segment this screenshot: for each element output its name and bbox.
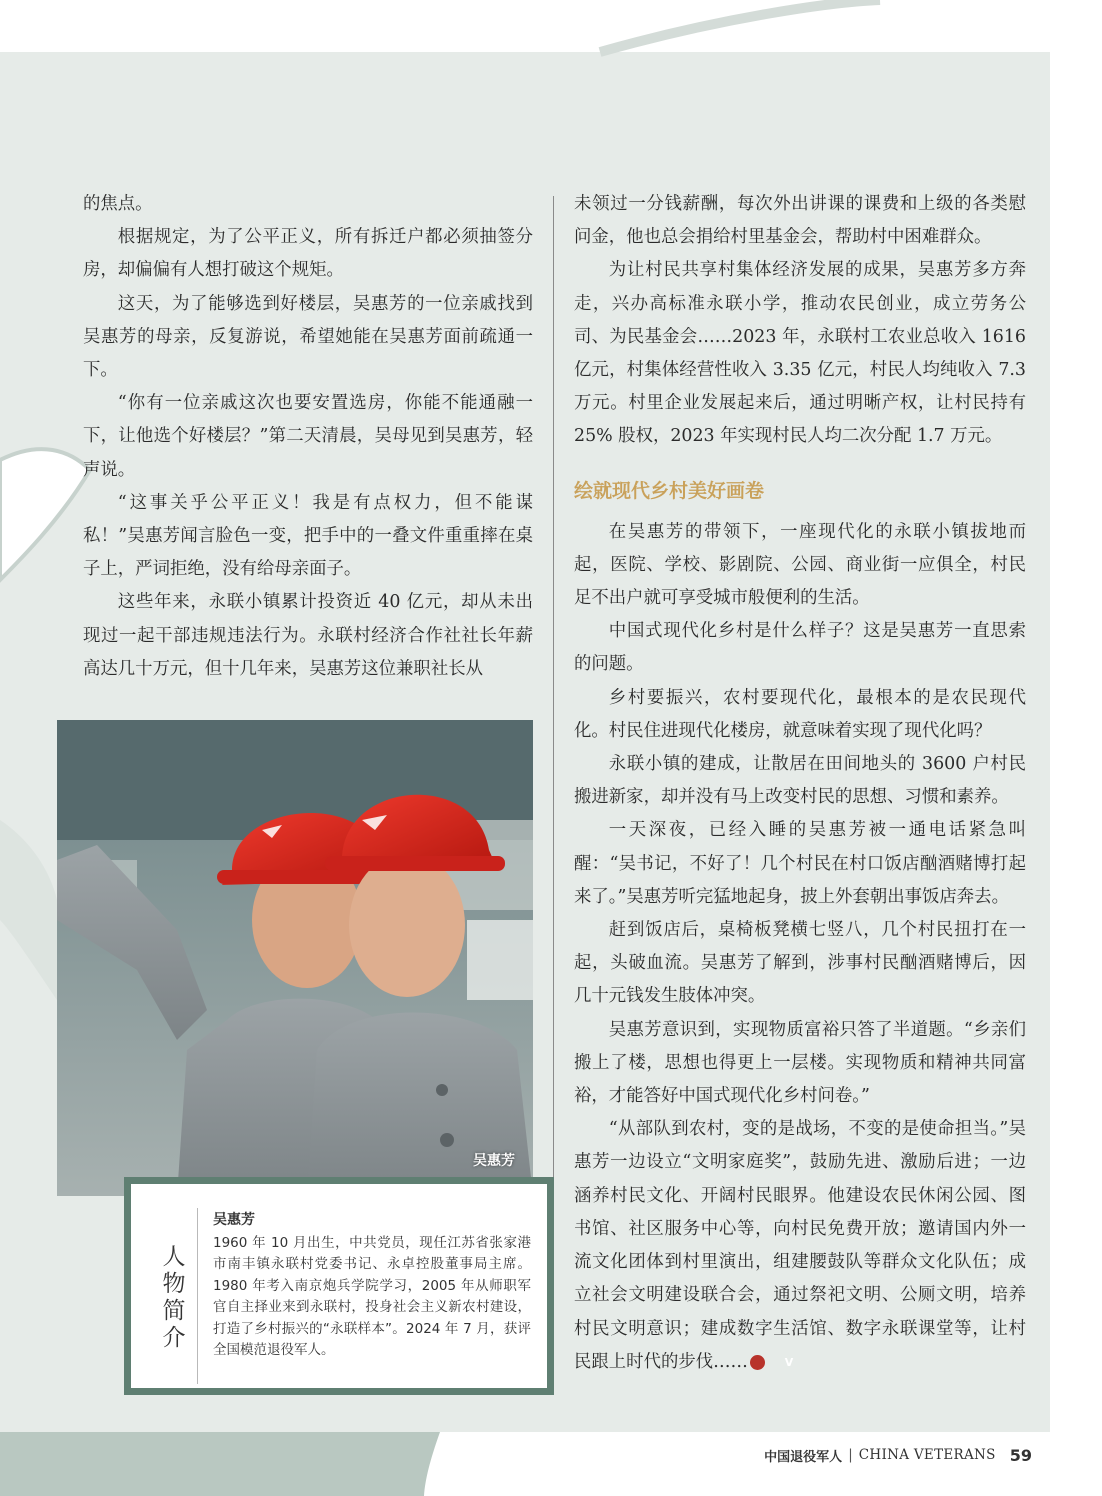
label-char: 物 (162, 1271, 186, 1297)
left-text-column (83, 188, 533, 686)
magazine-name-cn: 中国退役军人 (764, 1449, 843, 1465)
label-char: 人 (162, 1244, 186, 1270)
paragraph: 永联小镇的建成，让散居在田间地头的 3600 户村民搬进新家，却并没有马上改变村民的思想、习惯和素养。 (574, 754, 1026, 808)
photo-credit: 吴惠芳 (473, 1153, 515, 1169)
paragraph: 未领过一分钱薪酬，每次外出讲课的课费和上级的各类慰问金，他也总会捐给村里基金会，帮助村中困难群众。 (574, 194, 1026, 248)
profile-divider (197, 1208, 198, 1384)
end-of-article-icon: V (750, 1355, 765, 1370)
magazine-name-en: CHINA VETERANS (858, 1447, 996, 1463)
profile-vertical-label (161, 1244, 187, 1352)
paragraph: “这事关乎公平正义！我是有点权力，但不能谋私！”吴惠芳闻言脸色一变，把手中的一叠文件重重摔在桌子上，严词拒绝，没有给母亲面子。 (83, 492, 533, 580)
profile-description: 1960 年 10 月出生，中共党员，现任江苏省张家港市南丰镇永联村党委书记、永卓控股董事局主席。1980 年考入南京炮兵学院学习，2005 年从师职军官自主择业来到永联村，投身社会主义新农村建设，打造了乡村振兴的“永联样本”。2024 年 7 月，获评全国模范退役军人。 (213, 1234, 531, 1358)
label-char: 介 (162, 1325, 186, 1351)
paragraph: 为让村民共享村集体经济发展的成果，吴惠芳多方奔走，兴办高标准永联小学，推动农民创业，成立劳务公司、为民基金会……2023 年，永联村工农业总收入 1616 亿元，村集体经营性收入 3.35 亿元，村民人均纯收入 7.3 万元。村里企业发展起来后，通过明晰产权，让村民持有 25% 股权，2023 年实现村民人均二次分配 1.7 万元。 (574, 260, 1026, 447)
paragraph: 中国式现代化乡村是什么样子？这是吴惠芳一直思索的问题。 (574, 621, 1026, 675)
paragraph: 赶到饭店后，桌椅板凳横七竖八，几个村民扭打在一起，头破血流。吴惠芳了解到，涉事村民酗酒赌博后，因几十元钱发生肢体冲突。 (574, 920, 1026, 1007)
paragraph: 在吴惠芳的带领下，一座现代化的永联小镇拔地而起，医院、学校、影剧院、公园、商业街一应俱全，村民足不出户就可享受城市般便利的生活。 (574, 521, 1026, 609)
profile-name: 吴惠芳 (213, 1212, 255, 1228)
profile-box-inner (131, 1184, 547, 1388)
footer-separator: | (848, 1447, 853, 1463)
paragraph: 这天，为了能够选到好楼层，吴惠芳的一位亲戚找到吴惠芳的母亲，反复游说，希望她能在吴惠芳面前疏通一下。 (83, 293, 533, 381)
paragraph: 的焦点。 (83, 194, 153, 214)
paragraph: “你有一位亲戚这次也要安置选房，你能不能通融一下，让他选个好楼层？”第二天清晨，吴母见到吴惠芳，轻声说。 (83, 393, 533, 480)
paragraph: 根据规定，为了公平正义，所有拆迁户都必须抽签分房，却偏偏有人想打破这个规矩。 (83, 227, 533, 281)
paragraph: 这些年来，永联小镇累计投资近 40 亿元，却从未出现过一起干部违规违法行为。永联村经济合作社社长年薪高达几十万元，但十几年来，吴惠芳这位兼职社长从 (83, 592, 533, 679)
page-footer (764, 1440, 1032, 1470)
profile-box (124, 1177, 554, 1395)
profile-text (213, 1210, 531, 1362)
paragraph (574, 1113, 1026, 1379)
section-heading: 绘就现代乡村美好画卷 (574, 479, 765, 502)
right-text-column (574, 188, 1026, 1379)
paragraph: 吴惠芳意识到，实现物质富裕只答了半道题。“乡亲们搬上了楼，思想也得更上一层楼。实现物质和精神共同富裕，才能答好中国式现代化乡村问卷。” (574, 1019, 1026, 1107)
paragraph: 乡村要振兴，农村要现代化，最根本的是农民现代化。村民住进现代化楼房，就意味着实现了现代化吗？ (574, 687, 1026, 741)
portrait-photo (57, 720, 533, 1196)
paragraph: 一天深夜，已经入睡的吴惠芳被一通电话紧急叫醒：“吴书记，不好了！几个村民在村口饭店酗酒赌博打起来了。”吴惠芳听完猛地起身，披上外套朝出事饭店奔去。 (574, 820, 1026, 907)
paragraph-text: “从部队到农村，变的是战场，不变的是使命担当。”吴惠芳一边设立“文明家庭奖”，鼓励先进、激励后进；一边涵养村民文化、开阔村民眼界。他建设农民休闲公园、图书馆、社区服务中心等，向村民免费开放；邀请国内外一流文化团体到村里演出，组建腰鼓队等群众文化队伍；成立社会文明建设联合会，通过祭祀文明、公厕文明，培养村民文明意识；建成数字生活馆、数字永联课堂等，让村民跟上时代的步伐…… (574, 1119, 1026, 1372)
label-char: 简 (162, 1298, 186, 1324)
page-number: 59 (1009, 1445, 1032, 1465)
